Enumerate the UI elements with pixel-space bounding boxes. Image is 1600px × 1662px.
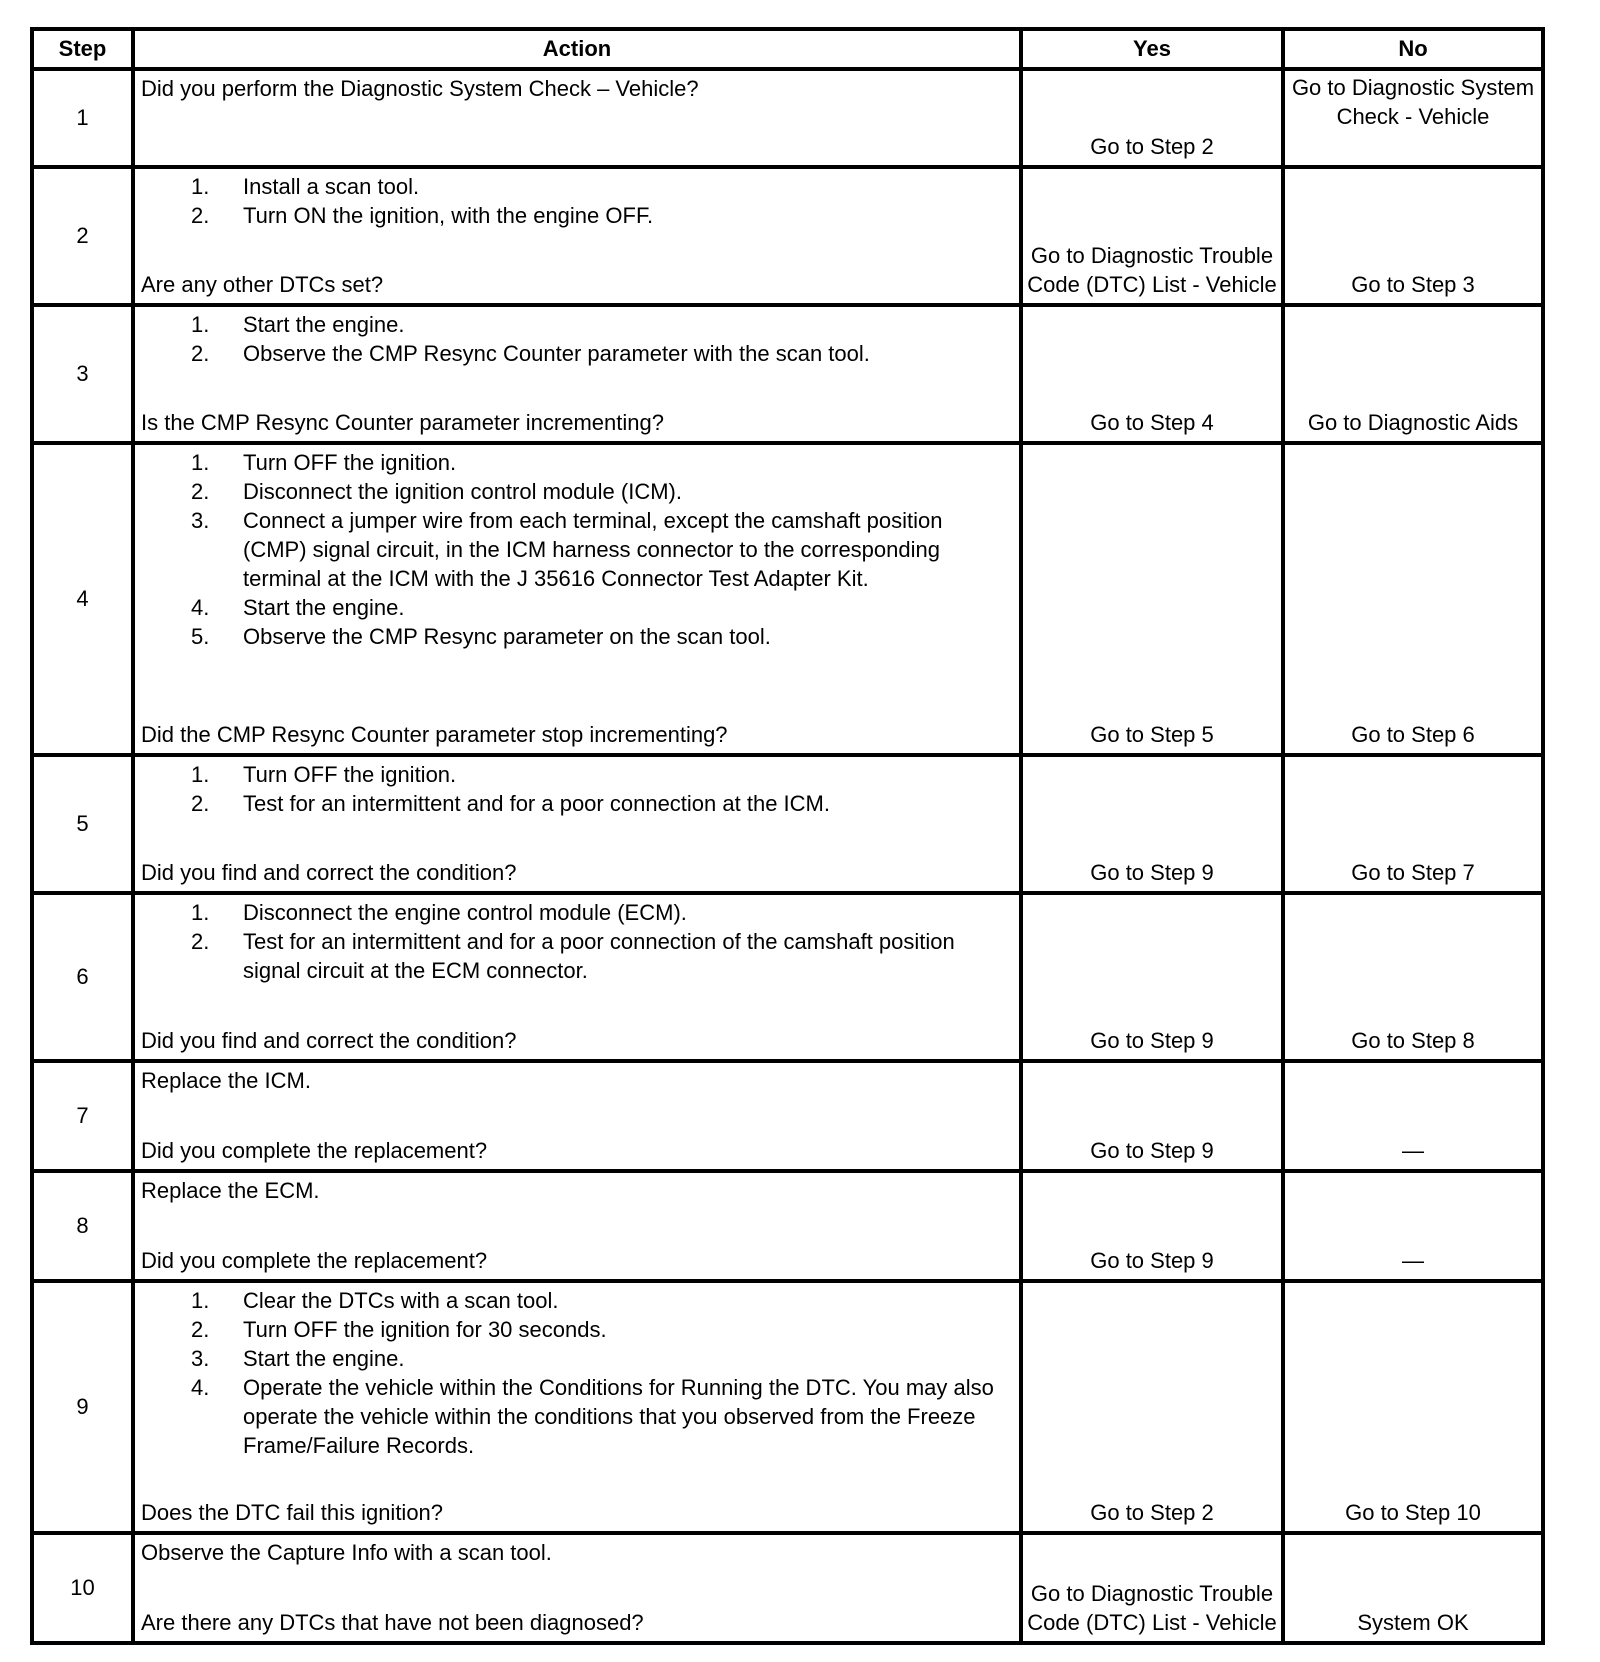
- header-step: Step: [32, 29, 133, 69]
- action-content: [135, 1283, 1019, 1531]
- action-step-text: Connect a jumper wire from each terminal, except the camshaft position (CMP) signal circuit, in the ICM harness connector to the corresponding terminal at the ICM with the J 35616 Connector Test Adapter Kit.: [243, 508, 943, 591]
- action-step-number: 2.: [191, 203, 210, 228]
- action-step-text: Observe the CMP Resync parameter on the scan tool.: [243, 624, 771, 649]
- no-result: Go to Step 7: [1283, 755, 1543, 893]
- action-lead: Replace the ICM.: [141, 1068, 311, 1093]
- action-question: Are there any DTCs that have not been diagnosed?: [141, 1610, 644, 1635]
- action-step-number: 1.: [191, 900, 210, 925]
- action-step: [141, 339, 1011, 368]
- action-step: [141, 1286, 1011, 1315]
- action-step-number: 4.: [191, 595, 210, 620]
- action-step-text: Clear the DTCs with a scan tool.: [243, 1288, 559, 1313]
- action-lead: Observe the Capture Info with a scan tool.: [141, 1540, 552, 1565]
- yes-result: Go to Step 9: [1021, 893, 1283, 1061]
- action-step-text: Disconnect the ignition control module (ICM).: [243, 479, 682, 504]
- yes-result: Go to Step 9: [1021, 755, 1283, 893]
- yes-result: Go to Step 9: [1021, 1171, 1283, 1281]
- action-cell: [133, 1171, 1021, 1281]
- action-cell: [133, 893, 1021, 1061]
- step-number: 6: [32, 893, 133, 1061]
- action-step: [141, 1344, 1011, 1373]
- no-result: Go to Diagnostic Aids: [1283, 305, 1543, 443]
- action-steps-list: [141, 172, 1011, 230]
- action-step: [141, 448, 1011, 477]
- diagnostic-table: [30, 27, 1545, 1645]
- action-step-text: Test for an intermittent and for a poor connection of the camshaft position signal circuit at the ECM connector.: [243, 929, 955, 983]
- yes-result: Go to Step 2: [1021, 69, 1283, 167]
- action-steps-list: [141, 448, 1011, 651]
- step-number: 10: [32, 1533, 133, 1643]
- header-row: [32, 29, 1543, 69]
- action-step: [141, 1315, 1011, 1344]
- yes-result: Go to Diagnostic Trouble Code (DTC) List - Vehicle: [1021, 167, 1283, 305]
- action-lead: Replace the ECM.: [141, 1178, 320, 1203]
- table-row: [32, 1533, 1543, 1643]
- action-cell: [133, 443, 1021, 755]
- step-number: 2: [32, 167, 133, 305]
- action-step-number: 2.: [191, 1317, 210, 1342]
- no-result: —: [1283, 1171, 1543, 1281]
- action-lead: Did you perform the Diagnostic System Check – Vehicle?: [141, 76, 699, 101]
- action-step-text: Operate the vehicle within the Conditions for Running the DTC. You may also operate the vehicle within the conditions that you observed from the Freeze Frame/Failure Records.: [243, 1375, 994, 1458]
- table-row: [32, 1061, 1543, 1171]
- action-step-number: 5.: [191, 624, 210, 649]
- action-content: [135, 757, 1019, 891]
- action-question: Is the CMP Resync Counter parameter incrementing?: [141, 410, 664, 435]
- action-step-number: 1.: [191, 762, 210, 787]
- action-step: [141, 506, 1011, 593]
- step-number: 9: [32, 1281, 133, 1533]
- action-step: [141, 760, 1011, 789]
- table-row: [32, 893, 1543, 1061]
- action-step-number: 3.: [191, 1346, 210, 1371]
- action-cell: [133, 1533, 1021, 1643]
- action-step-text: Turn OFF the ignition for 30 seconds.: [243, 1317, 607, 1342]
- action-cell: [133, 69, 1021, 167]
- action-step-text: Disconnect the engine control module (ECM).: [243, 900, 687, 925]
- action-cell: [133, 305, 1021, 443]
- action-step: [141, 622, 1011, 651]
- yes-result: Go to Step 9: [1021, 1061, 1283, 1171]
- action-step-number: 2.: [191, 479, 210, 504]
- yes-result: Go to Step 4: [1021, 305, 1283, 443]
- action-cell: [133, 1061, 1021, 1171]
- action-question: Does the DTC fail this ignition?: [141, 1500, 444, 1525]
- no-result: Go to Step 3: [1283, 167, 1543, 305]
- action-step-number: 1.: [191, 312, 210, 337]
- table-row: [32, 167, 1543, 305]
- action-step-number: 2.: [191, 341, 210, 366]
- yes-result: Go to Diagnostic Trouble Code (DTC) List - Vehicle: [1021, 1533, 1283, 1643]
- action-step: [141, 898, 1011, 927]
- table-row: [32, 305, 1543, 443]
- step-number: 7: [32, 1061, 133, 1171]
- action-question: Did you find and correct the condition?: [141, 1028, 517, 1053]
- action-step: [141, 927, 1011, 985]
- no-result: System OK: [1283, 1533, 1543, 1643]
- step-number: 1: [32, 69, 133, 167]
- action-step: [141, 789, 1011, 818]
- header-action: Action: [133, 29, 1021, 69]
- action-question: Did you complete the replacement?: [141, 1138, 488, 1163]
- table-body: [32, 69, 1543, 1643]
- yes-result: Go to Step 5: [1021, 443, 1283, 755]
- action-step-text: Install a scan tool.: [243, 174, 420, 199]
- no-result: —: [1283, 1061, 1543, 1171]
- action-step-number: 1.: [191, 174, 210, 199]
- action-question: Did the CMP Resync Counter parameter stop incrementing?: [141, 722, 728, 747]
- action-content: [135, 1535, 1019, 1641]
- action-step: [141, 477, 1011, 506]
- action-step-number: 2.: [191, 791, 210, 816]
- action-step-number: 3.: [191, 508, 210, 533]
- action-steps-list: [141, 898, 1011, 985]
- action-question: Are any other DTCs set?: [141, 272, 384, 297]
- action-content: [135, 71, 1019, 165]
- action-steps-list: [141, 310, 1011, 368]
- action-question: Did you complete the replacement?: [141, 1248, 488, 1273]
- action-content: [135, 169, 1019, 303]
- action-steps-list: [141, 760, 1011, 818]
- step-number: 5: [32, 755, 133, 893]
- action-step: [141, 310, 1011, 339]
- action-content: [135, 895, 1019, 1059]
- action-steps-list: [141, 1286, 1011, 1460]
- no-result: Go to Step 6: [1283, 443, 1543, 755]
- step-number: 4: [32, 443, 133, 755]
- no-result: Go to Step 10: [1283, 1281, 1543, 1533]
- action-cell: [133, 755, 1021, 893]
- yes-result: Go to Step 2: [1021, 1281, 1283, 1533]
- action-step-number: 1.: [191, 1288, 210, 1313]
- action-step-text: Turn OFF the ignition.: [243, 450, 457, 475]
- action-content: [135, 1173, 1019, 1279]
- table-row: [32, 755, 1543, 893]
- action-step-text: Turn ON the ignition, with the engine OFF.: [243, 203, 654, 228]
- table-row: [32, 1171, 1543, 1281]
- action-step: [141, 1373, 1011, 1460]
- table-row: [32, 1281, 1543, 1533]
- action-content: [135, 307, 1019, 441]
- action-step-text: Test for an intermittent and for a poor connection at the ICM.: [243, 791, 830, 816]
- action-step-text: Observe the CMP Resync Counter parameter with the scan tool.: [243, 341, 870, 366]
- action-step: [141, 172, 1011, 201]
- step-number: 3: [32, 305, 133, 443]
- action-step-text: Start the engine.: [243, 1346, 405, 1371]
- action-content: [135, 445, 1019, 753]
- no-result: Go to Step 8: [1283, 893, 1543, 1061]
- header-no: No: [1283, 29, 1543, 69]
- action-cell: [133, 1281, 1021, 1533]
- action-step-text: Start the engine.: [243, 595, 405, 620]
- action-step-number: 1.: [191, 450, 210, 475]
- action-cell: [133, 167, 1021, 305]
- action-question: Did you find and correct the condition?: [141, 860, 517, 885]
- table-row: [32, 69, 1543, 167]
- header-yes: Yes: [1021, 29, 1283, 69]
- action-step: [141, 201, 1011, 230]
- table-row: [32, 443, 1543, 755]
- action-step-number: 2.: [191, 929, 210, 954]
- action-step: [141, 593, 1011, 622]
- action-step-number: 4.: [191, 1375, 210, 1400]
- step-number: 8: [32, 1171, 133, 1281]
- action-step-text: Turn OFF the ignition.: [243, 762, 457, 787]
- action-step-text: Start the engine.: [243, 312, 405, 337]
- action-content: [135, 1063, 1019, 1169]
- no-result: Go to Diagnostic System Check - Vehicle: [1283, 69, 1543, 167]
